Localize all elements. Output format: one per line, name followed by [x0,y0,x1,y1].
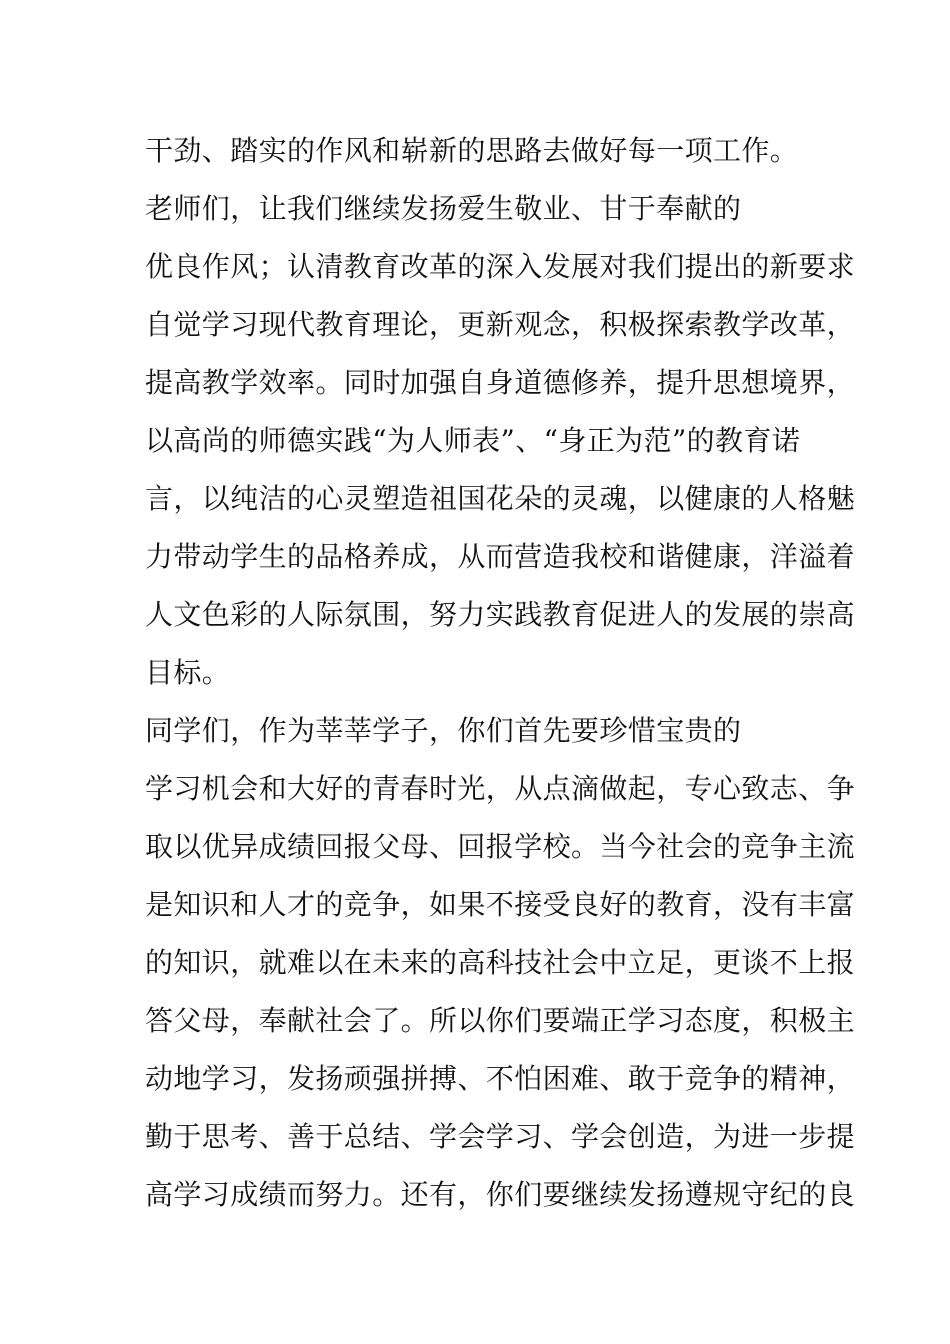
text-line: 提高教学效率。同时加强自身道德修养，提升思想境界， [145,366,856,399]
text-line: 自觉学习现代教育理论，更新观念，积极探索教学改革， [145,308,856,341]
text-line: 优良作风；认清教育改革的深入发展对我们提出的新要求 [145,250,856,283]
text-line: 目标。 [145,656,231,689]
text-line: 动地学习，发扬顽强拼搏、不怕困难、敢于竞争的精神， [145,1062,856,1095]
text-line: 是知识和人才的竞争，如果不接受良好的教育，没有丰富 [145,888,856,921]
text-line: 力带动学生的品格养成，从而营造我校和谐健康，洋溢着 [145,540,856,573]
text-line: 言，以纯洁的心灵塑造祖国花朵的灵魂，以健康的人格魅 [145,482,856,515]
text-line: 取以优异成绩回报父母、回报学校。当今社会的竞争主流 [145,830,856,863]
text-line: 同学们，作为莘莘学子，你们首先要珍惜宝贵的 [145,714,742,747]
text-line: 以高尚的师德实践“为人师表”、“身正为范”的教育诺 [145,424,801,457]
text-line: 勤于思考、善于总结、学会学习、学会创造，为进一步提 [145,1120,856,1153]
text-line: 高学习成绩而努力。还有，你们要继续发扬遵规守纪的良 [145,1178,856,1211]
text-line: 的知识，就难以在未来的高科技社会中立足，更谈不上报 [145,946,856,979]
text-line: 干劲、踏实的作风和崭新的思路去做好每一项工作。 [145,134,799,167]
text-line: 老师们，让我们继续发扬爱生敬业、甘于奉献的 [145,192,742,225]
text-line: 学习机会和大好的青春时光，从点滴做起，专心致志、争 [145,772,856,805]
text-line: 答父母，奉献社会了。所以你们要端正学习态度，积极主 [145,1004,856,1037]
text-line: 人文色彩的人际氛围，努力实践教育促进人的发展的崇高 [145,598,856,631]
